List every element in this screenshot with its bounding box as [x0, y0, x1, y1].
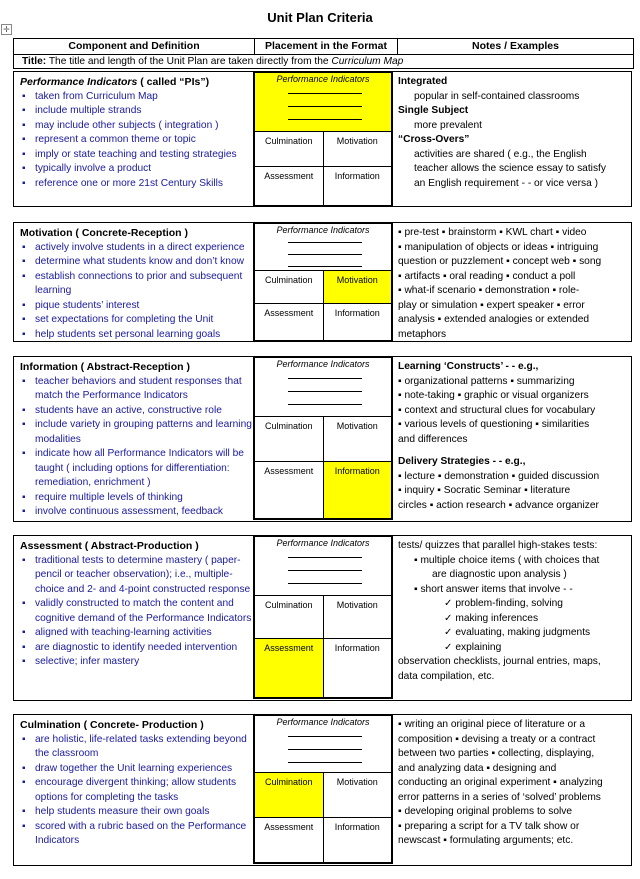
grid-information: Information: [334, 171, 380, 181]
list-item: ▪ may include other subjects ( integration ): [20, 119, 256, 134]
list-item: ▪ teacher behaviors and student responses that match the Performance Indicators: [20, 375, 256, 404]
list-item: ▪ are holistic, life-related tasks extending beyond the classroom: [20, 733, 256, 762]
header-notes: Notes / Examples: [472, 40, 559, 52]
section-title: Information ( Abstract-Reception ): [20, 361, 190, 373]
list-item: ▪ encourage divergent thinking; allow students options for completing the tasks: [20, 776, 256, 805]
list-item: ▪ establish connections to prior and subsequent learning: [20, 270, 256, 299]
grid-motivation: Motivation: [336, 136, 378, 146]
list-item: ▪ pique students’ interest: [20, 299, 256, 314]
list-item: ▪ typically involve a product: [20, 162, 256, 177]
placement-grid: Performance Indicators Culmination Motivation Assessment Information: [253, 714, 393, 864]
list-item: ▪ determine what students know and don’t know: [20, 255, 256, 270]
list-item: ▪ validly constructed to match the content and cognitive demand of the Performance Indicators: [20, 597, 256, 626]
title-row: [13, 55, 634, 69]
list-item: ▪ aligned with teaching-learning activities: [20, 626, 256, 641]
list-item: ▪ set expectations for completing the Unit: [20, 313, 256, 328]
placement-grid: Performance Indicators Culmination Motivation Assessment Information: [253, 222, 393, 342]
notes-column: ▪ writing an original piece of literature or a composition ▪ devising a treaty or a contract between two parties ▪ collecting, displaying, and analyzing data ▪ designing and conducting an original experiment ▪ analyzing error patterns in a series of ‘solved’ problems ▪ developing original problems to solve ▪ preparing a script for a TV talk show or newscast ▪ formulating arguments; etc.: [398, 719, 603, 846]
list-item: ▪ are diagnostic to identify needed intervention: [20, 641, 256, 656]
notes-column: tests/ quizzes that parallel high-stakes tests: ▪ multiple choice items ( with choices that are diagnostic upon analysis ) ▪ short answer items that involve - - ✓ problem-finding, solving ✓ making inferences ✓ evaluating, making judgments ✓ explaining observation checklists, journal entries, maps, data compilation, etc.: [398, 540, 601, 682]
list-item: ▪ help students set personal learning goals: [20, 328, 256, 343]
grid-label-pi: Performance Indicators: [276, 74, 370, 84]
section-title: Performance Indicators ( called “PIs”): [20, 76, 210, 88]
title-row-italic: Curriculum Map: [331, 56, 404, 67]
list-item: ▪ require multiple levels of thinking: [20, 491, 256, 506]
notes-column: Integrated popular in self-contained classrooms Single Subject more prevalent “Cross-Overs” activities are shared ( e.g., the English teacher allows the science essay to satisfy an English requirement - - or vice versa ): [398, 76, 606, 189]
page-title: Unit Plan Criteria: [267, 10, 373, 25]
list-item: ▪ actively involve students in a direct experience: [20, 241, 256, 256]
list-item: ▪ include variety in grouping patterns and learning modalities: [20, 418, 256, 447]
list-item: ▪ include multiple strands: [20, 104, 256, 119]
list-item: ▪ reference one or more 21st Century Skills: [20, 177, 256, 192]
list-item: ▪ help students measure their own goals: [20, 805, 256, 820]
placement-grid: Performance Indicators Culmination Motivation Assessment Information: [253, 356, 393, 520]
list-item: ▪ imply or state teaching and testing strategies: [20, 148, 256, 163]
title-row-text: The title and length of the Unit Plan are taken directly from the: [48, 56, 329, 67]
table-move-handle-icon[interactable]: ✛: [1, 24, 12, 35]
bullet-list: [20, 733, 256, 849]
grid-culmination: Culmination: [255, 132, 324, 166]
grid-assessment: Assessment: [255, 167, 324, 205]
list-item: ▪ draw together the Unit learning experiences: [20, 762, 256, 777]
table-header: [13, 38, 634, 55]
notes-column: ▪ pre-test ▪ brainstorm ▪ KWL chart ▪ video ▪ manipulation of objects or ideas ▪ intriguing question or puzzlement ▪ concept web ▪ song ▪ artifacts ▪ oral reading ▪ conduct a poll ▪ what-if scenario ▪ demonstration ▪ role- play or simulation ▪ expert speaker ▪ error analysis ▪ extended analogies or extended metaphors: [398, 227, 602, 340]
section-title: Motivation ( Concrete-Reception ): [20, 227, 189, 239]
list-item: ▪ traditional tests to determine mastery ( paper-pencil or teacher observation); i.e., multiple-choice and 2- and 4-point constructed response: [20, 554, 256, 598]
list-item: ▪ students have an active, constructive role: [20, 404, 256, 419]
list-item: ▪ taken from Curriculum Map: [20, 90, 256, 105]
title-row-label: Title:: [22, 56, 47, 67]
list-item: ▪ indicate how all Performance Indicators will be taught ( including options for differentiation: remediation, enrichment ): [20, 447, 256, 491]
bullet-list: [20, 90, 256, 192]
notes-column: Learning ‘Constructs’ - - e.g., ▪ organizational patterns ▪ summarizing ▪ note-taking ▪ graphic or visual organizers ▪ context and structural clues for vocabulary ▪ various levels of questioning ▪ similarities and differences Delivery Strategies - - e.g., ▪ lecture ▪ demonstration ▪ guided discussion ▪ inquiry ▪ Socratic Seminar ▪ literature circles ▪ action research ▪ advance organizer: [398, 361, 600, 511]
list-item: ▪ selective; infer mastery: [20, 655, 256, 670]
section-title: Culmination ( Concrete- Production ): [20, 719, 204, 731]
bullet-list: [20, 554, 256, 670]
placement-grid: [253, 71, 393, 207]
header-placement: Placement in the Format: [255, 39, 398, 54]
list-item: ▪ represent a common theme or topic: [20, 133, 256, 148]
placement-grid: Performance Indicators Culmination Motivation Assessment Information: [253, 535, 393, 699]
bullet-list: [20, 241, 256, 343]
list-item: ▪ scored with a rubric based on the Performance Indicators: [20, 820, 256, 849]
bullet-list: [20, 375, 256, 520]
list-item: ▪ involve continuous assessment, feedback: [20, 505, 256, 520]
section-title: Assessment ( Abstract-Production ): [20, 540, 199, 552]
header-component: Component and Definition: [14, 39, 255, 54]
